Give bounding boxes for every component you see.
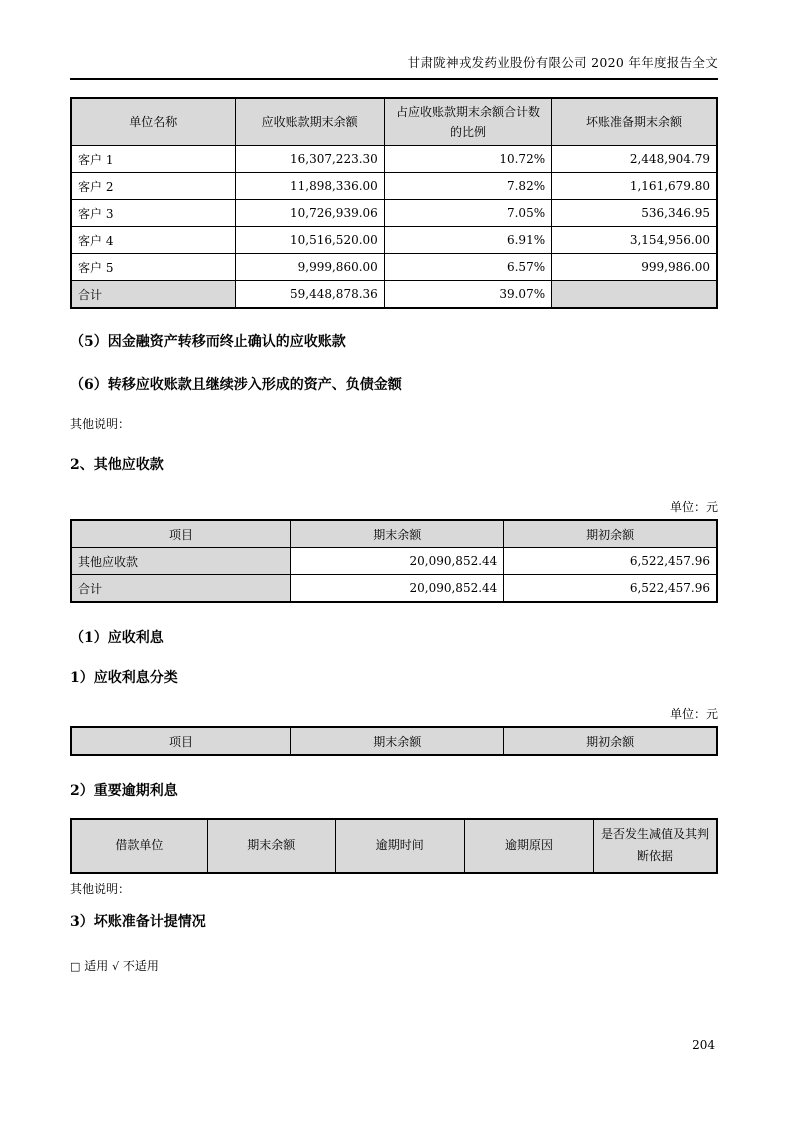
overdue-interest-table — [70, 818, 718, 874]
checkbox-unchecked-icon: □ — [70, 960, 81, 973]
table-header-row — [71, 819, 717, 873]
cell: 1,161,679.80 — [552, 173, 717, 200]
cell — [552, 281, 717, 309]
cell: 59,448,878.36 — [235, 281, 384, 309]
cell: 6,522,457.96 — [504, 548, 717, 575]
cell: 9,999,860.00 — [235, 254, 384, 281]
heading-overdue-interest: 2）重要逾期利息 — [70, 783, 178, 799]
cell: 6,522,457.96 — [504, 575, 717, 603]
column-header: 逾期原因 — [464, 819, 593, 873]
unit-label: 单位：元 — [669, 500, 718, 514]
applicable-label: 适用 — [84, 959, 109, 973]
page-number: 204 — [692, 1038, 715, 1052]
other-note-label: 其他说明： — [70, 882, 131, 896]
column-header: 借款单位 — [71, 819, 207, 873]
table-row — [71, 173, 717, 200]
table-row — [71, 200, 717, 227]
heading-other-receivables: 2、其他应收款 — [70, 457, 164, 473]
cell: 10,516,520.00 — [235, 227, 384, 254]
document-header — [70, 55, 718, 80]
table-total-row — [71, 281, 717, 309]
cell: 7.05% — [384, 200, 551, 227]
cell: 2,448,904.79 — [552, 146, 717, 173]
cell: 11,898,336.00 — [235, 173, 384, 200]
cell: 3,154,956.00 — [552, 227, 717, 254]
cell: 999,986.00 — [552, 254, 717, 281]
table-header-row — [71, 520, 717, 548]
cell: 10.72% — [384, 146, 551, 173]
other-note-label: 其他说明： — [70, 417, 131, 431]
column-header: 逾期时间 — [335, 819, 464, 873]
column-header: 项目 — [71, 520, 291, 548]
heading-derecognized-receivables: （5）因金融资产转移而终止确认的应收账款 — [70, 334, 346, 350]
cell: 合计 — [71, 281, 235, 309]
table-row — [71, 254, 717, 281]
interest-receivable-table — [70, 726, 718, 756]
table-row — [71, 227, 717, 254]
cell: 6.91% — [384, 227, 551, 254]
cell: 16,307,223.30 — [235, 146, 384, 173]
table-header-row — [71, 727, 717, 755]
column-header: 期末余额 — [291, 727, 504, 755]
other-receivables-table — [70, 519, 718, 603]
heading-transferred-receivables: （6）转移应收账款且继续涉入形成的资产、负债金额 — [70, 377, 402, 393]
cell: 客户 5 — [71, 254, 235, 281]
table-total-row — [71, 575, 717, 603]
unit-label: 单位：元 — [669, 707, 718, 721]
column-header: 应收账款期末余额 — [235, 98, 384, 146]
not-applicable-label: 不适用 — [122, 959, 159, 973]
heading-interest-receivable-classification: 1）应收利息分类 — [70, 670, 178, 686]
cell: 客户 4 — [71, 227, 235, 254]
cell: 7.82% — [384, 173, 551, 200]
table-header-row — [71, 98, 717, 146]
column-header: 期初余额 — [504, 727, 717, 755]
column-header: 单位名称 — [71, 98, 235, 146]
cell: 合计 — [71, 575, 291, 603]
cell: 其他应收款 — [71, 548, 291, 575]
check-icon: √ — [112, 960, 120, 973]
cell: 客户 1 — [71, 146, 235, 173]
heading-bad-debt-provision: 3）坏账准备计提情况 — [70, 914, 206, 930]
cell: 客户 3 — [71, 200, 235, 227]
cell: 10,726,939.06 — [235, 200, 384, 227]
column-header: 是否发生减值及其判断依据 — [594, 819, 717, 873]
accounts-receivable-top5-table — [70, 97, 718, 309]
cell: 39.07% — [384, 281, 551, 309]
cell: 536,346.95 — [552, 200, 717, 227]
table-row — [71, 548, 717, 575]
column-header: 期末余额 — [207, 819, 335, 873]
document-title: 甘肃陇神戎发药业股份有限公司 2020 年年度报告全文 — [407, 55, 718, 70]
cell: 6.57% — [384, 254, 551, 281]
applicability-line — [70, 957, 718, 974]
heading-interest-receivable: （1）应收利息 — [70, 630, 164, 646]
cell: 客户 2 — [71, 173, 235, 200]
column-header: 期末余额 — [291, 520, 504, 548]
table-row — [71, 146, 717, 173]
column-header: 坏账准备期末余额 — [552, 98, 717, 146]
cell: 20,090,852.44 — [291, 575, 504, 603]
column-header: 占应收账款期末余额合计数的比例 — [384, 98, 551, 146]
column-header: 期初余额 — [504, 520, 717, 548]
column-header: 项目 — [71, 727, 291, 755]
cell: 20,090,852.44 — [291, 548, 504, 575]
